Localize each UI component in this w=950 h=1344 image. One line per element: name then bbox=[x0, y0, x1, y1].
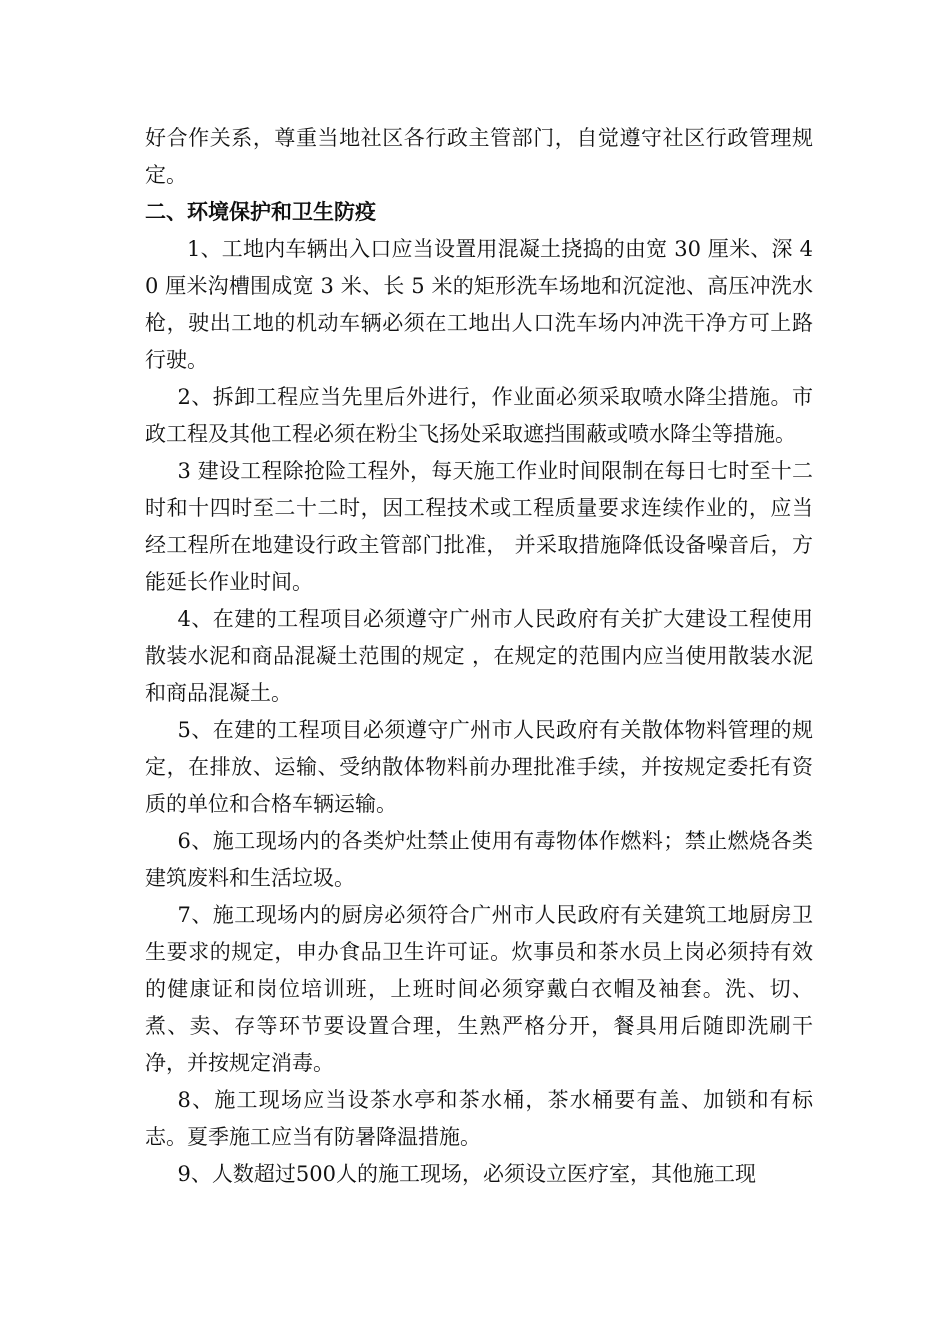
intro-paragraph: 好合作关系，尊重当地社区各行政主管部门，自觉遵守社区行政管理规定。 bbox=[145, 126, 813, 187]
section-heading: 二、环境保护和卫生防疫 bbox=[145, 200, 376, 224]
list-item-6: 6、施工现场内的各类炉灶禁止使用有毒物体作燃料；禁止燃烧各类建筑废料和生活垃圾。 bbox=[145, 829, 813, 890]
list-item-5: 5、在建的工程项目必须遵守广州市人民政府有关散体物料管理的规定，在排放、运输、受纳散体物料前办理批准手续，并按规定委托有资质的单位和合格车辆运输。 bbox=[145, 718, 813, 816]
list-item-1: 1、工地内车辆出入口应当设置用混凝土挠捣的由宽 30 厘米、深 40 厘米沟槽围成宽 3 米、长 5 米的矩形洗车场地和沉淀池、高压冲洗水枪，驶出工地的机动车辆必须在工地出人口洗车场内冲洗干净方可上路行驶。 bbox=[145, 237, 813, 372]
list-item-2: 2、拆卸工程应当先里后外进行，作业面必须采取喷水降尘措施。市政工程及其他工程必须在粉尘飞扬处采取遮挡围蔽或喷水降尘等措施。 bbox=[145, 385, 813, 446]
list-item-8: 8、施工现场应当设茶水亭和茶水桶，茶水桶要有盖、加锁和有标志。夏季施工应当有防暑降温措施。 bbox=[145, 1088, 813, 1149]
list-item-7: 7、施工现场内的厨房必须符合广州市人民政府有关建筑工地厨房卫生要求的规定，申办食品卫生许可证。炊事员和茶水员上岗必须持有效的健康证和岗位培训班，上班时间必须穿戴白衣帽及袖套。洗、切、煮、卖、存等环节要设置合理，生熟严格分开，餐具用后随即洗刷干净，并按规定消毒。 bbox=[145, 903, 813, 1075]
list-item-9: 9、人数超过500人的施工现场，必须设立医疗室，其他施工现 bbox=[177, 1162, 756, 1186]
list-item-4: 4、在建的工程项目必须遵守广州市人民政府有关扩大建设工程使用散装水泥和商品混凝土范围的规定 ，在规定的范围内应当使用散装水泥和商品混凝土。 bbox=[145, 607, 813, 705]
document-body bbox=[145, 120, 813, 1193]
list-item-3: 3 建设工程除抢险工程外，每天施工作业时间限制在每日七时至十二时和十四时至二十二时，因工程技术或工程质量要求连续作业的，应当经工程所在地建设行政主管部门批准， 并采取措施降低设备噪音后，方能延长作业时间。 bbox=[145, 459, 813, 594]
